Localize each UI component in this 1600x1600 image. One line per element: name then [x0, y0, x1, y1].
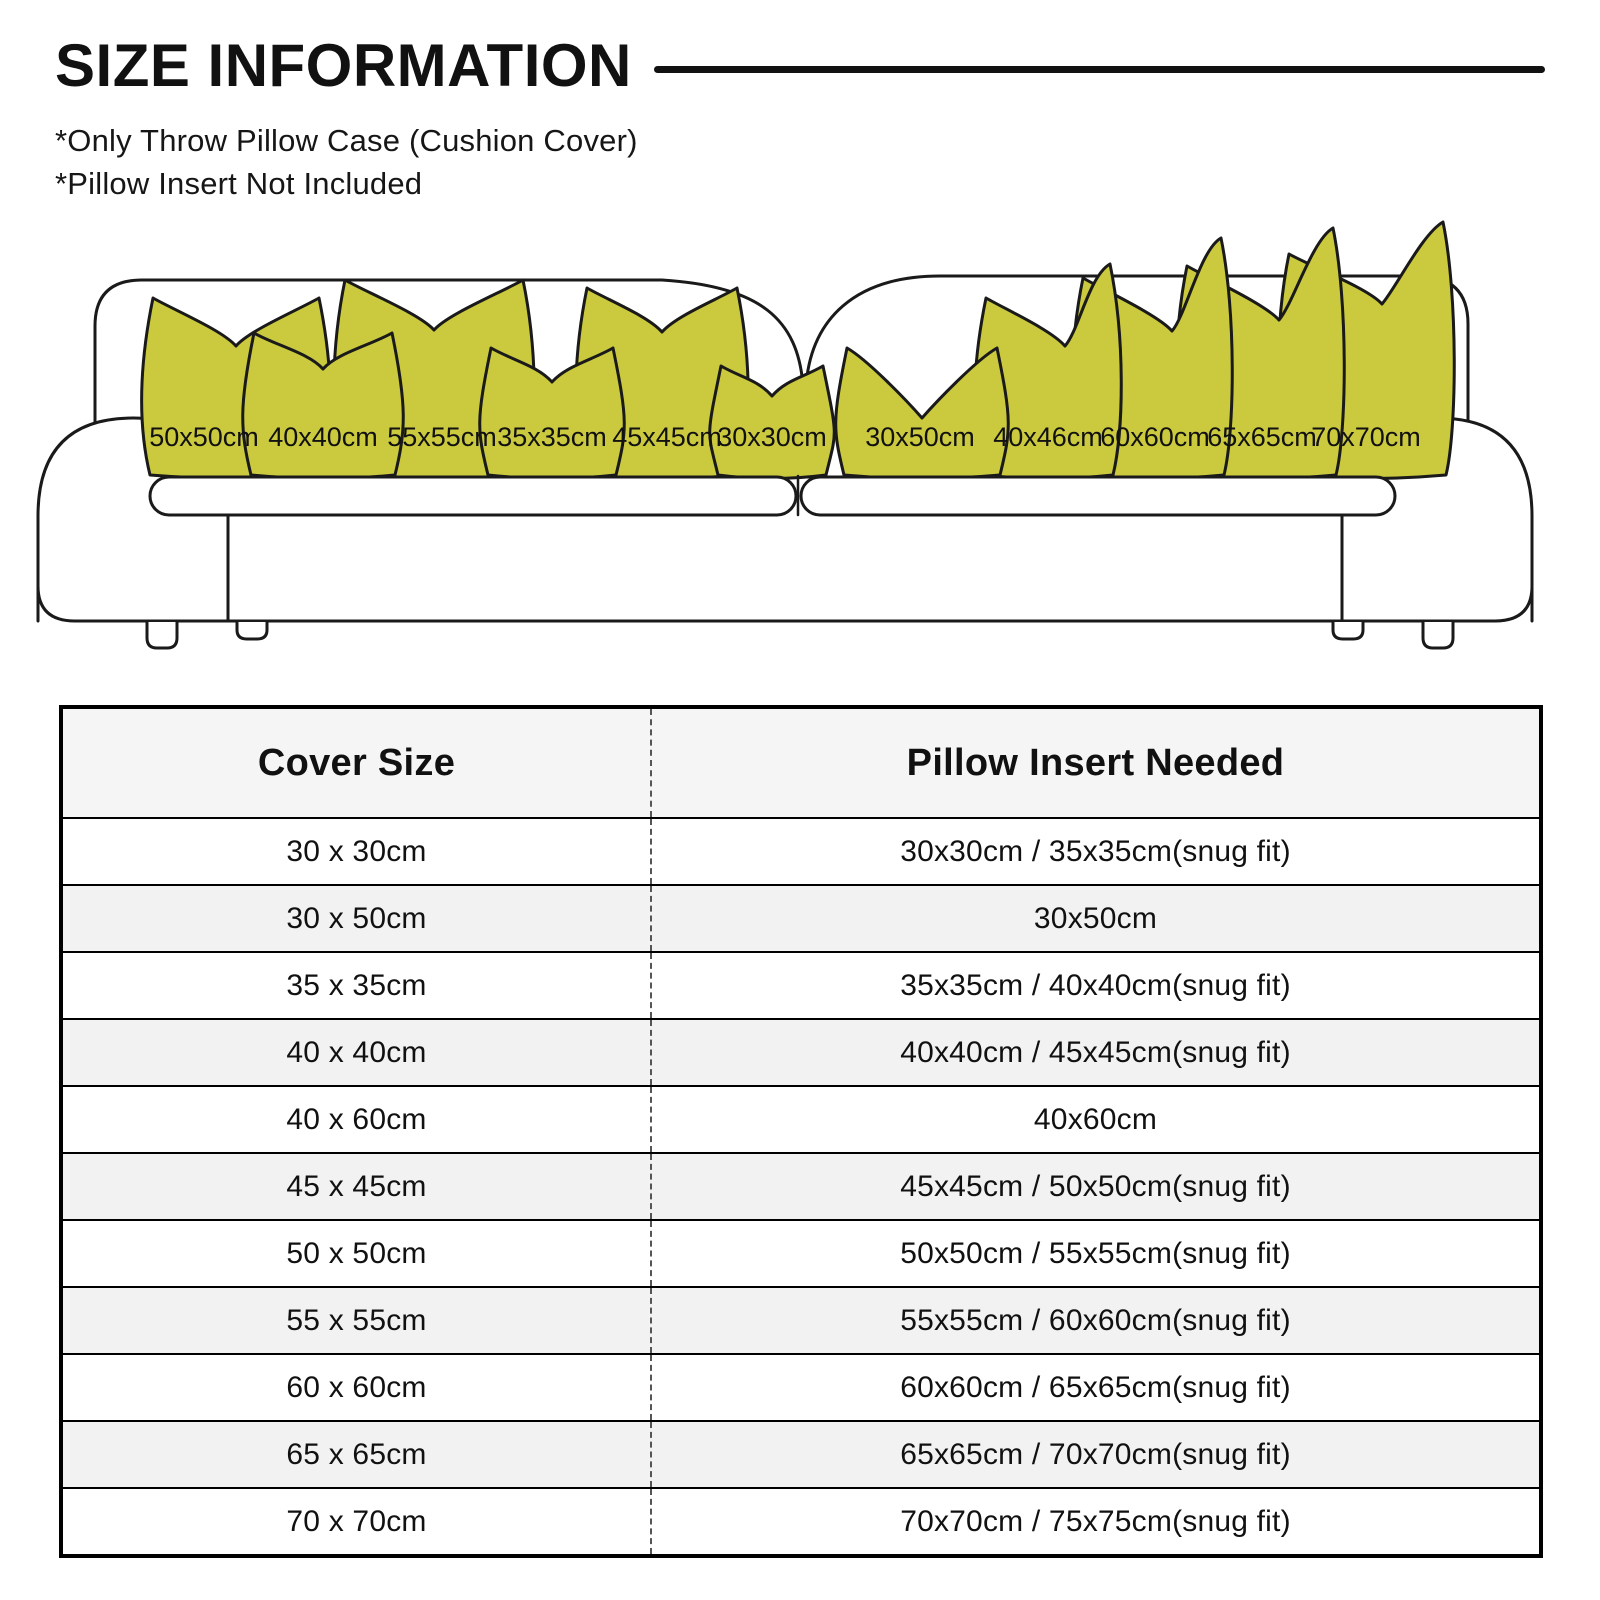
table-row — [61, 1086, 1541, 1153]
pillow-label-layer — [149, 422, 1421, 452]
pillow-size-label: 40x40cm — [268, 422, 378, 452]
cover-size-cell: 35 x 35cm — [61, 952, 651, 1019]
sofa-base-outline — [38, 539, 1532, 621]
sofa-legs — [147, 622, 1453, 648]
pillow-insert-cell: 60x60cm / 65x65cm(snug fit) — [900, 1370, 1291, 1404]
cover-size-cell: 30 x 50cm — [61, 885, 651, 952]
cover-size-cell: 40 x 40cm — [61, 1019, 651, 1086]
cover-size-cell: 65 x 65cm — [61, 1421, 651, 1488]
sofa-leg-inner-left — [237, 622, 267, 639]
cover-size-cell: 50 x 50cm — [61, 1220, 651, 1287]
cover-size-cell: 55 x 55cm — [61, 1287, 651, 1354]
page-title: SIZE INFORMATION — [55, 32, 632, 99]
pillow-size-label: 60x60cm — [1100, 422, 1210, 452]
pillow-size-label: 50x50cm — [149, 422, 259, 452]
table-row — [61, 1220, 1541, 1287]
cover-size-cell: 40 x 60cm — [61, 1086, 651, 1153]
size-table — [59, 705, 1543, 1558]
cover-size-cell: 60 x 60cm — [61, 1354, 651, 1421]
pillow-size-label: 45x45cm — [612, 422, 722, 452]
pillow-insert-cell: 30x50cm — [1033, 901, 1158, 935]
pillow-size-label: 30x30cm — [717, 422, 827, 452]
table-row — [61, 818, 1541, 885]
sofa-leg-outer-right — [1423, 622, 1453, 648]
col-header-cover-size: Cover Size — [61, 707, 651, 818]
cover-size-cell: 70 x 70cm — [61, 1488, 651, 1556]
pillow-size-label: 30x50cm — [865, 422, 975, 452]
sofa-leg-outer-left — [147, 622, 177, 648]
sofa-base — [38, 539, 1532, 621]
table-row — [61, 1421, 1541, 1488]
pillow-insert-cell: 35x35cm / 40x40cm(snug fit) — [900, 968, 1291, 1002]
pillow-size-label: 70x70cm — [1311, 422, 1421, 452]
pillow-insert-cell: 40x40cm / 45x45cm(snug fit) — [900, 1035, 1291, 1069]
pillow-insert-cell: 65x65cm / 70x70cm(snug fit) — [900, 1437, 1291, 1471]
size-table-header-row — [61, 707, 1541, 818]
sofa-illustration — [0, 209, 1600, 679]
table-row — [61, 1287, 1541, 1354]
pillow-insert-cell: 45x45cm / 50x50cm(snug fit) — [900, 1169, 1291, 1203]
title-rule — [654, 66, 1545, 73]
table-row — [61, 1354, 1541, 1421]
pillow-size-label: 35x35cm — [497, 422, 607, 452]
seat-cushions — [150, 476, 1395, 515]
size-table-body — [61, 818, 1541, 1556]
pillow-size-label: 65x65cm — [1207, 422, 1317, 452]
table-row — [61, 1019, 1541, 1086]
cover-size-cell: 30 x 30cm — [61, 818, 651, 885]
seat-cushion-left — [150, 477, 796, 515]
pillow-size-label: 40x46cm — [993, 422, 1103, 452]
pillow-insert-cell: 40x60cm — [1033, 1102, 1158, 1136]
cover-size-cell: 45 x 45cm — [61, 1153, 651, 1220]
sofa-leg-inner-right — [1333, 622, 1363, 639]
pillow-insert-cell: 70x70cm / 75x75cm(snug fit) — [900, 1504, 1291, 1538]
note-line-2: *Pillow Insert Not Included — [55, 166, 423, 201]
table-row — [61, 952, 1541, 1019]
table-row — [61, 1488, 1541, 1556]
col-header-pillow-insert: Pillow Insert Needed — [651, 707, 1541, 818]
table-row — [61, 1153, 1541, 1220]
table-row — [61, 885, 1541, 952]
pillow-size-label: 55x55cm — [387, 422, 497, 452]
pillow-insert-cell: 55x55cm / 60x60cm(snug fit) — [900, 1303, 1291, 1337]
note-line-1: *Only Throw Pillow Case (Cushion Cover) — [55, 123, 638, 158]
notes — [55, 123, 1545, 202]
pillow-insert-cell: 30x30cm / 35x35cm(snug fit) — [900, 834, 1291, 868]
header — [0, 0, 1600, 202]
seat-cushion-right — [801, 477, 1395, 515]
pillow-insert-cell: 50x50cm / 55x55cm(snug fit) — [900, 1236, 1291, 1270]
